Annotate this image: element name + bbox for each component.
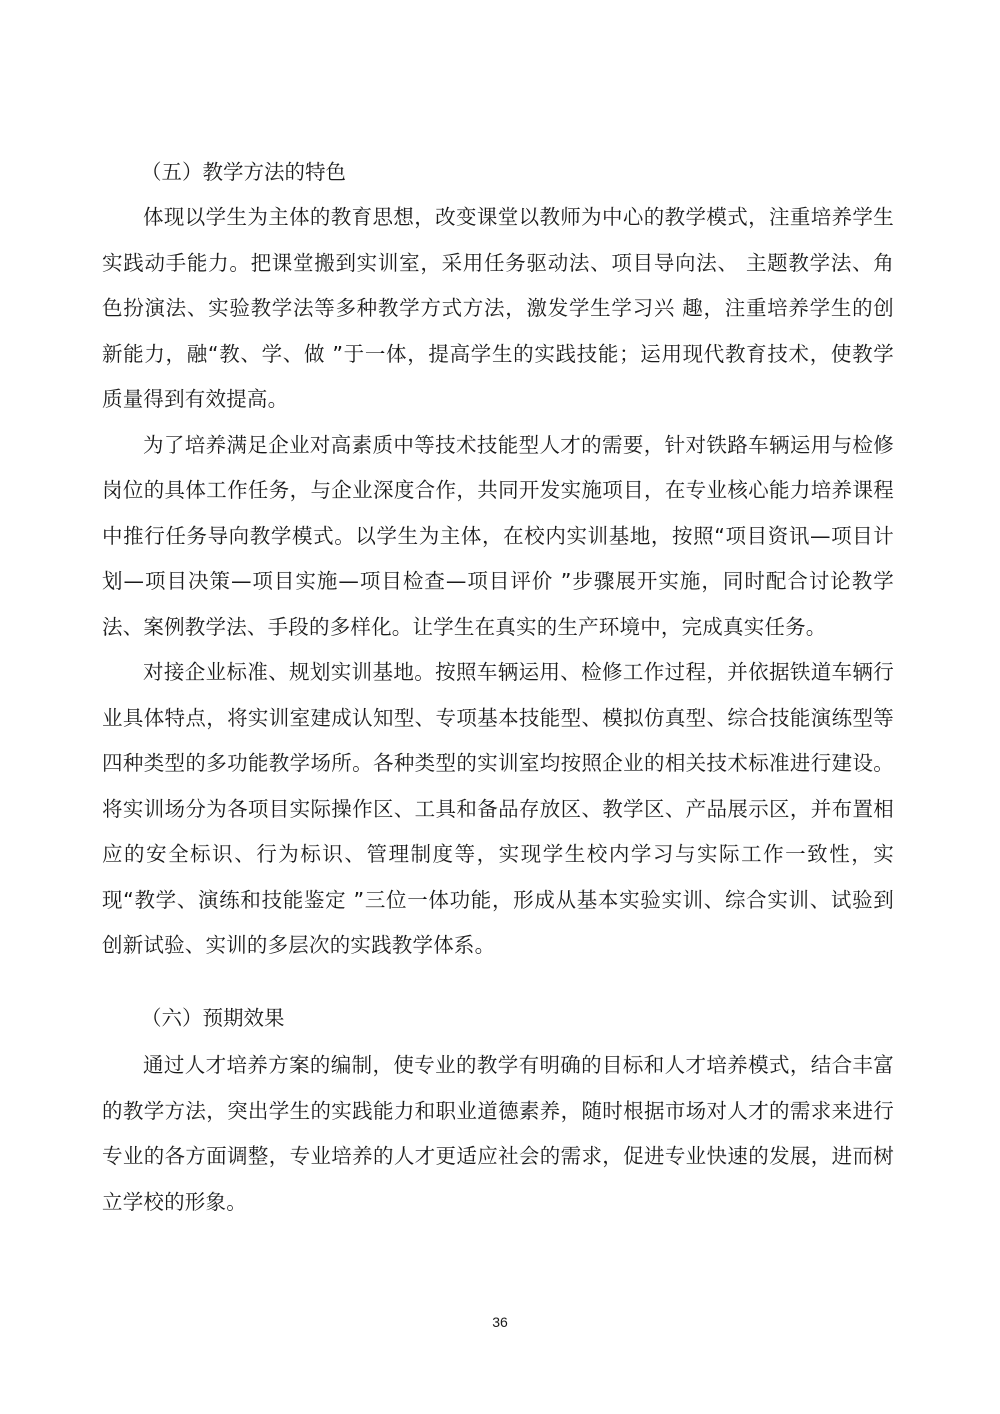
section-six-body: [102, 1043, 894, 1225]
paragraph-task-oriented-mode: 为了培养满足企业对高素质中等技术技能型人才的需要，针对铁路车辆运用与检修岗位的具体工作任务，与企业深度合作，共同开发实施项目，在专业核心能力培养课程中推行任务导向教学模式。以学生为主体，在校内实训基地，按照“项目资讯—项目计划—项目决策—项目实施—项目检查—项目评价 ”步骤展开实施，同时配合讨论教学法、案例教学法、手段的多样化。让学生在真实的生产环境中，完成真实任务。: [102, 432, 894, 639]
section-five-body: [102, 195, 894, 969]
paragraph-teaching-philosophy: 体现以学生为主体的教育思想，改变课堂以教师为中心的教学模式，注重培养学生实践动手能力。把课堂搬到实训室，采用任务驱动法、项目导向法、 主题教学法、角色扮演法、实验教学法等多种教学方式方法，激发学生学习兴 趣，注重培养学生的创新能力，融“教、学、做 ”于一体，提高学生的实践技能；运用现代教育技术，使教学质量得到有效提高。: [102, 205, 894, 411]
page-number: 36: [492, 1314, 508, 1330]
paragraph-training-base: 对接企业标准、规划实训基地。按照车辆运用、检修工作过程，并依据铁道车辆行业具体特点，将实训室建成认知型、专项基本技能型、模拟仿真型、综合技能演练型等四种类型的多功能教学场所。各种类型的实训室均按照企业的相关技术标准进行建设。将实训场分为各项目实际操作区、工具和备品存放区、教学区、产品展示区，并布置相应的安全标识、行为标识、管理制度等，实现学生校内学习与实际工作一致性，实现“教学、演练和技能鉴定 ”三位一体功能，形成从基本实验实训、综合实训、试验到创新试验、实训的多层次的实践教学体系。: [102, 660, 894, 957]
paragraph-expected-effects: 通过人才培养方案的编制，使专业的教学有明确的目标和人才培养模式，结合丰富的教学方法，突出学生的实践能力和职业道德素养，随时根据市场对人才的需求来进行专业的各方面调整，专业培养的人才更适应社会的需求，促进专业快速的发展，进而树立学校的形象。: [102, 1053, 894, 1214]
section-six-heading: （六）预期效果: [141, 1006, 285, 1030]
section-five-heading: （五）教学方法的特色: [141, 160, 346, 184]
